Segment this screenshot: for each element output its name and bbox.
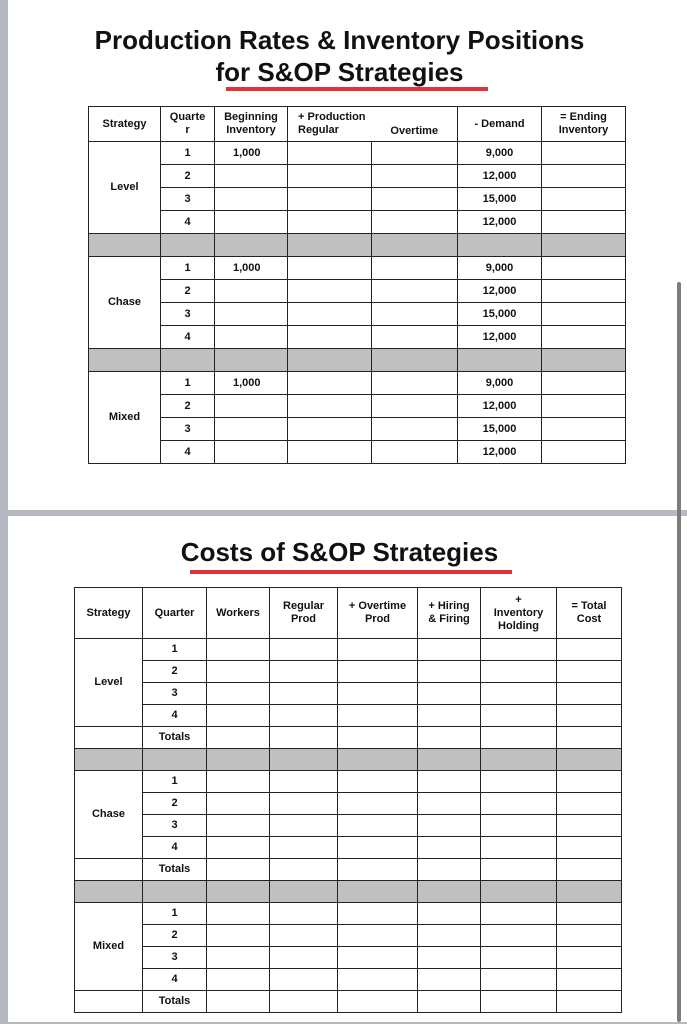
table-row (75, 837, 622, 859)
beginning-cell[interactable] (215, 418, 288, 441)
header-overtime-line1: + Overtime (348, 600, 407, 612)
workers-total-cell[interactable] (207, 727, 270, 749)
demand-cell: 9,000 (458, 142, 542, 165)
table-row (89, 280, 626, 303)
overtime-prod-total-cell[interactable] (338, 727, 418, 749)
total-cost-cell[interactable] (557, 925, 622, 947)
production-title-underline (226, 87, 488, 91)
regular-prod-cell[interactable] (270, 947, 338, 969)
table-row (89, 211, 626, 234)
overtime-cell[interactable] (372, 326, 458, 349)
inventory-holding-cell[interactable] (481, 661, 557, 683)
quarter-cell: 4 (143, 837, 207, 859)
overtime-cell[interactable] (372, 303, 458, 326)
workers-cell[interactable] (207, 661, 270, 683)
quarter-cell: 3 (143, 683, 207, 705)
total-cost-cell[interactable] (557, 903, 622, 925)
workers-cell[interactable] (207, 705, 270, 727)
inventory-holding-cell[interactable] (481, 639, 557, 661)
separator-cell (418, 881, 481, 903)
regular-cell[interactable] (288, 257, 372, 280)
separator-cell (270, 881, 338, 903)
hiring-firing-cell[interactable] (418, 947, 481, 969)
regular-prod-cell[interactable] (270, 639, 338, 661)
header-strategy: Strategy (75, 588, 143, 639)
demand-cell: 15,000 (458, 303, 542, 326)
overtime-cell[interactable] (372, 188, 458, 211)
table-row (75, 925, 622, 947)
regular-prod-cell[interactable] (270, 771, 338, 793)
quarter-cell: 2 (143, 793, 207, 815)
overtime-cell[interactable] (372, 441, 458, 464)
header-hiring-firing (418, 588, 481, 639)
separator-row (75, 881, 622, 903)
overtime-prod-total-cell[interactable] (338, 859, 418, 881)
regular-prod-cell[interactable] (270, 925, 338, 947)
quarter-cell: 4 (161, 441, 215, 464)
beginning-cell[interactable] (215, 211, 288, 234)
separator-cell (338, 881, 418, 903)
quarter-cell: 3 (143, 947, 207, 969)
regular-prod-cell[interactable] (270, 705, 338, 727)
total-cost-cell[interactable] (557, 661, 622, 683)
quarter-cell: 3 (161, 418, 215, 441)
header-regular-line2: Prod (290, 613, 317, 625)
ending-cell[interactable] (542, 142, 626, 165)
workers-cell[interactable] (207, 639, 270, 661)
separator-cell (481, 749, 557, 771)
regular-cell[interactable] (288, 372, 372, 395)
hiring-firing-cell[interactable] (418, 683, 481, 705)
separator-row (89, 349, 626, 372)
separator-cell (418, 749, 481, 771)
totals-strategy-cell (75, 859, 143, 881)
header-ending-line1: = Ending (560, 111, 607, 123)
quarter-cell: 4 (161, 211, 215, 234)
strategy-label-level: Level (75, 639, 143, 727)
regular-prod-cell[interactable] (270, 815, 338, 837)
ending-cell[interactable] (542, 441, 626, 464)
ending-cell[interactable] (542, 395, 626, 418)
table-row (89, 441, 626, 464)
table-row (89, 165, 626, 188)
regular-prod-total-cell[interactable] (270, 859, 338, 881)
header-quarter: Quarter (143, 588, 207, 639)
separator-cell (542, 349, 626, 372)
table-row (75, 815, 622, 837)
header-ending-line2: Inventory (558, 124, 609, 136)
header-regular-line1: Regular (283, 600, 324, 612)
beginning-cell[interactable]: 1,000 (215, 142, 288, 165)
separator-cell (557, 881, 622, 903)
header-regular-prod (270, 588, 338, 639)
beginning-cell[interactable] (215, 303, 288, 326)
ending-cell[interactable] (542, 257, 626, 280)
strategy-label-chase: Chase (75, 771, 143, 859)
strategy-label-level: Level (89, 142, 161, 234)
quarter-cell: 1 (161, 257, 215, 280)
inventory-holding-cell[interactable] (481, 947, 557, 969)
inventory-holding-cell[interactable] (481, 925, 557, 947)
inventory-holding-total-cell[interactable] (481, 727, 557, 749)
overtime-prod-cell[interactable] (338, 903, 418, 925)
beginning-cell[interactable]: 1,000 (215, 372, 288, 395)
quarter-cell: 1 (161, 372, 215, 395)
workers-cell[interactable] (207, 947, 270, 969)
regular-cell[interactable] (288, 165, 372, 188)
table-row (89, 395, 626, 418)
overtime-prod-cell[interactable] (338, 925, 418, 947)
workers-total-cell[interactable] (207, 859, 270, 881)
ending-cell[interactable] (542, 188, 626, 211)
ending-cell[interactable] (542, 303, 626, 326)
demand-cell: 15,000 (458, 188, 542, 211)
separator-cell (75, 749, 143, 771)
regular-prod-total-cell[interactable] (270, 727, 338, 749)
quarter-cell: 1 (143, 903, 207, 925)
hiring-firing-cell[interactable] (418, 925, 481, 947)
hiring-firing-cell[interactable] (418, 639, 481, 661)
totals-label: Totals (143, 727, 207, 749)
header-total-line2: Cost (576, 613, 602, 625)
quarter-cell: 3 (161, 303, 215, 326)
overtime-prod-cell[interactable] (338, 683, 418, 705)
quarter-cell: 4 (161, 326, 215, 349)
separator-row (75, 749, 622, 771)
regular-cell[interactable] (288, 280, 372, 303)
inventory-holding-cell[interactable] (481, 793, 557, 815)
quarter-cell: 4 (143, 969, 207, 991)
header-overtime (372, 107, 458, 142)
overtime-prod-cell[interactable] (338, 815, 418, 837)
overtime-cell[interactable] (372, 165, 458, 188)
ending-cell[interactable] (542, 372, 626, 395)
table-row (75, 903, 622, 925)
regular-cell[interactable] (288, 441, 372, 464)
separator-cell (481, 881, 557, 903)
demand-cell: 12,000 (458, 395, 542, 418)
header-beginning-line1: Beginning (224, 111, 278, 123)
separator-cell (215, 349, 288, 372)
demand-cell: 12,000 (458, 280, 542, 303)
separator-cell (458, 234, 542, 257)
totals-row (75, 859, 622, 881)
quarter-cell: 1 (161, 142, 215, 165)
beginning-cell[interactable] (215, 280, 288, 303)
header-hiring-line1: + Hiring (428, 600, 470, 612)
separator-cell (372, 349, 458, 372)
separator-cell (143, 749, 207, 771)
header-quarter (161, 107, 215, 142)
total-cost-total-cell[interactable] (557, 727, 622, 749)
workers-cell[interactable] (207, 683, 270, 705)
header-quarter-line1: Quarte (169, 111, 206, 123)
total-cost-cell[interactable] (557, 771, 622, 793)
workers-cell[interactable] (207, 903, 270, 925)
overtime-prod-cell[interactable] (338, 705, 418, 727)
total-cost-total-cell[interactable] (557, 991, 622, 1013)
separator-cell (89, 349, 161, 372)
costs-table (74, 587, 622, 1013)
regular-cell[interactable] (288, 418, 372, 441)
separator-cell (75, 881, 143, 903)
ending-cell[interactable] (542, 326, 626, 349)
totals-label: Totals (143, 991, 207, 1013)
scrollbar[interactable] (677, 282, 681, 1022)
inventory-holding-cell[interactable] (481, 771, 557, 793)
separator-cell (288, 234, 372, 257)
separator-row (89, 234, 626, 257)
regular-cell[interactable] (288, 326, 372, 349)
header-overtime-prod (338, 588, 418, 639)
ending-cell[interactable] (542, 211, 626, 234)
beginning-cell[interactable] (215, 188, 288, 211)
header-inv-line3: Holding (498, 619, 539, 632)
separator-cell (161, 234, 215, 257)
header-overtime-label: Overtime (390, 125, 439, 137)
header-inventory-holding (481, 588, 557, 639)
separator-cell (89, 234, 161, 257)
quarter-cell: 2 (143, 661, 207, 683)
production-title (0, 24, 679, 88)
inventory-holding-total-cell[interactable] (481, 859, 557, 881)
separator-cell (270, 749, 338, 771)
total-cost-cell[interactable] (557, 815, 622, 837)
costs-header-row (75, 588, 622, 639)
header-total-cost (557, 588, 622, 639)
regular-prod-total-cell[interactable] (270, 991, 338, 1013)
table-row (75, 947, 622, 969)
inventory-holding-cell[interactable] (481, 903, 557, 925)
overtime-prod-cell[interactable] (338, 969, 418, 991)
overtime-cell[interactable] (372, 257, 458, 280)
regular-cell[interactable] (288, 395, 372, 418)
table-row (89, 142, 626, 165)
header-production: + Production (298, 111, 366, 123)
overtime-prod-cell[interactable] (338, 639, 418, 661)
overtime-cell[interactable] (372, 372, 458, 395)
header-strategy: Strategy (89, 107, 161, 142)
beginning-cell[interactable] (215, 326, 288, 349)
inventory-holding-cell[interactable] (481, 705, 557, 727)
regular-cell[interactable] (288, 303, 372, 326)
header-overtime-line2: Prod (364, 613, 391, 625)
table-row (75, 969, 622, 991)
table-row (75, 661, 622, 683)
header-demand: - Demand (458, 107, 542, 142)
table-row (89, 257, 626, 280)
total-cost-cell[interactable] (557, 705, 622, 727)
separator-cell (288, 349, 372, 372)
inventory-holding-cell[interactable] (481, 683, 557, 705)
beginning-cell[interactable] (215, 395, 288, 418)
quarter-cell: 3 (161, 188, 215, 211)
hiring-firing-cell[interactable] (418, 837, 481, 859)
table-row (89, 418, 626, 441)
header-regular-label: Regular (298, 124, 339, 136)
overtime-cell[interactable] (372, 395, 458, 418)
header-beginning-inventory (215, 107, 288, 142)
overtime-prod-total-cell[interactable] (338, 991, 418, 1013)
overtime-prod-cell[interactable] (338, 771, 418, 793)
production-table (88, 106, 626, 464)
quarter-cell: 4 (143, 705, 207, 727)
overtime-prod-cell[interactable] (338, 793, 418, 815)
ending-cell[interactable] (542, 418, 626, 441)
separator-cell (207, 881, 270, 903)
overtime-cell[interactable] (372, 280, 458, 303)
table-row (75, 639, 622, 661)
regular-cell[interactable] (288, 188, 372, 211)
header-quarter-line2: r (185, 124, 190, 136)
separator-cell (338, 749, 418, 771)
header-beginning-line2: Inventory (226, 124, 276, 136)
quarter-cell: 2 (161, 395, 215, 418)
inventory-holding-cell[interactable] (481, 815, 557, 837)
beginning-cell[interactable]: 1,000 (215, 257, 288, 280)
regular-cell[interactable] (288, 142, 372, 165)
beginning-cell[interactable] (215, 165, 288, 188)
total-cost-cell[interactable] (557, 969, 622, 991)
beginning-cell[interactable] (215, 441, 288, 464)
ending-cell[interactable] (542, 165, 626, 188)
costs-title: Costs of S&OP Strategies (180, 537, 499, 567)
separator-cell (215, 234, 288, 257)
separator-cell (207, 749, 270, 771)
totals-strategy-cell (75, 727, 143, 749)
quarter-cell: 1 (143, 771, 207, 793)
totals-label: Totals (143, 859, 207, 881)
header-regular (288, 107, 372, 142)
strategy-label-chase: Chase (89, 257, 161, 349)
overtime-prod-cell[interactable] (338, 661, 418, 683)
inventory-holding-cell[interactable] (481, 837, 557, 859)
quarter-cell: 2 (161, 280, 215, 303)
table-row (89, 326, 626, 349)
total-cost-cell[interactable] (557, 837, 622, 859)
hiring-firing-cell[interactable] (418, 793, 481, 815)
totals-row (75, 991, 622, 1013)
quarter-cell: 3 (143, 815, 207, 837)
workers-cell[interactable] (207, 837, 270, 859)
workers-total-cell[interactable] (207, 991, 270, 1013)
hiring-firing-cell[interactable] (418, 903, 481, 925)
overtime-cell[interactable] (372, 142, 458, 165)
hiring-firing-cell[interactable] (418, 661, 481, 683)
separator-cell (557, 749, 622, 771)
production-title-line2: for S&OP Strategies (215, 57, 464, 87)
totals-strategy-cell (75, 991, 143, 1013)
overtime-cell[interactable] (372, 418, 458, 441)
separator-cell (143, 881, 207, 903)
hiring-firing-cell[interactable] (418, 705, 481, 727)
demand-cell: 12,000 (458, 211, 542, 234)
separator-cell (458, 349, 542, 372)
strategy-label-mixed: Mixed (89, 372, 161, 464)
quarter-cell: 2 (143, 925, 207, 947)
quarter-cell: 2 (161, 165, 215, 188)
hiring-firing-total-cell[interactable] (418, 859, 481, 881)
workers-cell[interactable] (207, 815, 270, 837)
header-total-line1: = Total (571, 600, 607, 612)
total-cost-total-cell[interactable] (557, 859, 622, 881)
table-row (89, 372, 626, 395)
separator-cell (161, 349, 215, 372)
workers-cell[interactable] (207, 969, 270, 991)
regular-cell[interactable] (288, 211, 372, 234)
table-row (89, 303, 626, 326)
workers-cell[interactable] (207, 793, 270, 815)
ending-cell[interactable] (542, 280, 626, 303)
overtime-cell[interactable] (372, 211, 458, 234)
table-row (75, 683, 622, 705)
header-workers: Workers (207, 588, 270, 639)
regular-prod-cell[interactable] (270, 683, 338, 705)
total-cost-cell[interactable] (557, 793, 622, 815)
strategy-label-mixed: Mixed (75, 903, 143, 991)
overtime-prod-cell[interactable] (338, 947, 418, 969)
total-cost-cell[interactable] (557, 947, 622, 969)
hiring-firing-cell[interactable] (418, 771, 481, 793)
table-row (75, 793, 622, 815)
costs-title-underline (190, 570, 512, 574)
demand-cell: 15,000 (458, 418, 542, 441)
header-ending-inventory (542, 107, 626, 142)
workers-cell[interactable] (207, 771, 270, 793)
inventory-holding-total-cell[interactable] (481, 991, 557, 1013)
total-cost-cell[interactable] (557, 639, 622, 661)
demand-cell: 12,000 (458, 326, 542, 349)
quarter-cell: 1 (143, 639, 207, 661)
demand-cell: 12,000 (458, 441, 542, 464)
separator-cell (542, 234, 626, 257)
regular-prod-cell[interactable] (270, 903, 338, 925)
regular-prod-cell[interactable] (270, 969, 338, 991)
workers-cell[interactable] (207, 925, 270, 947)
demand-cell: 9,000 (458, 372, 542, 395)
total-cost-cell[interactable] (557, 683, 622, 705)
header-inv-line2: Inventory (493, 606, 544, 619)
header-hiring-line2: & Firing (428, 613, 470, 625)
overtime-prod-cell[interactable] (338, 837, 418, 859)
hiring-firing-total-cell[interactable] (418, 727, 481, 749)
table-row (89, 188, 626, 211)
regular-prod-cell[interactable] (270, 793, 338, 815)
hiring-firing-total-cell[interactable] (418, 991, 481, 1013)
inventory-holding-cell[interactable] (481, 969, 557, 991)
separator-cell (372, 234, 458, 257)
table-row (75, 705, 622, 727)
totals-row (75, 727, 622, 749)
production-title-line1: Production Rates & Inventory Positions (94, 25, 585, 55)
demand-cell: 12,000 (458, 165, 542, 188)
production-header-row (89, 107, 626, 142)
header-inv-line1: + (515, 593, 522, 606)
table-row (75, 771, 622, 793)
regular-prod-cell[interactable] (270, 661, 338, 683)
demand-cell: 9,000 (458, 257, 542, 280)
hiring-firing-cell[interactable] (418, 815, 481, 837)
hiring-firing-cell[interactable] (418, 969, 481, 991)
regular-prod-cell[interactable] (270, 837, 338, 859)
